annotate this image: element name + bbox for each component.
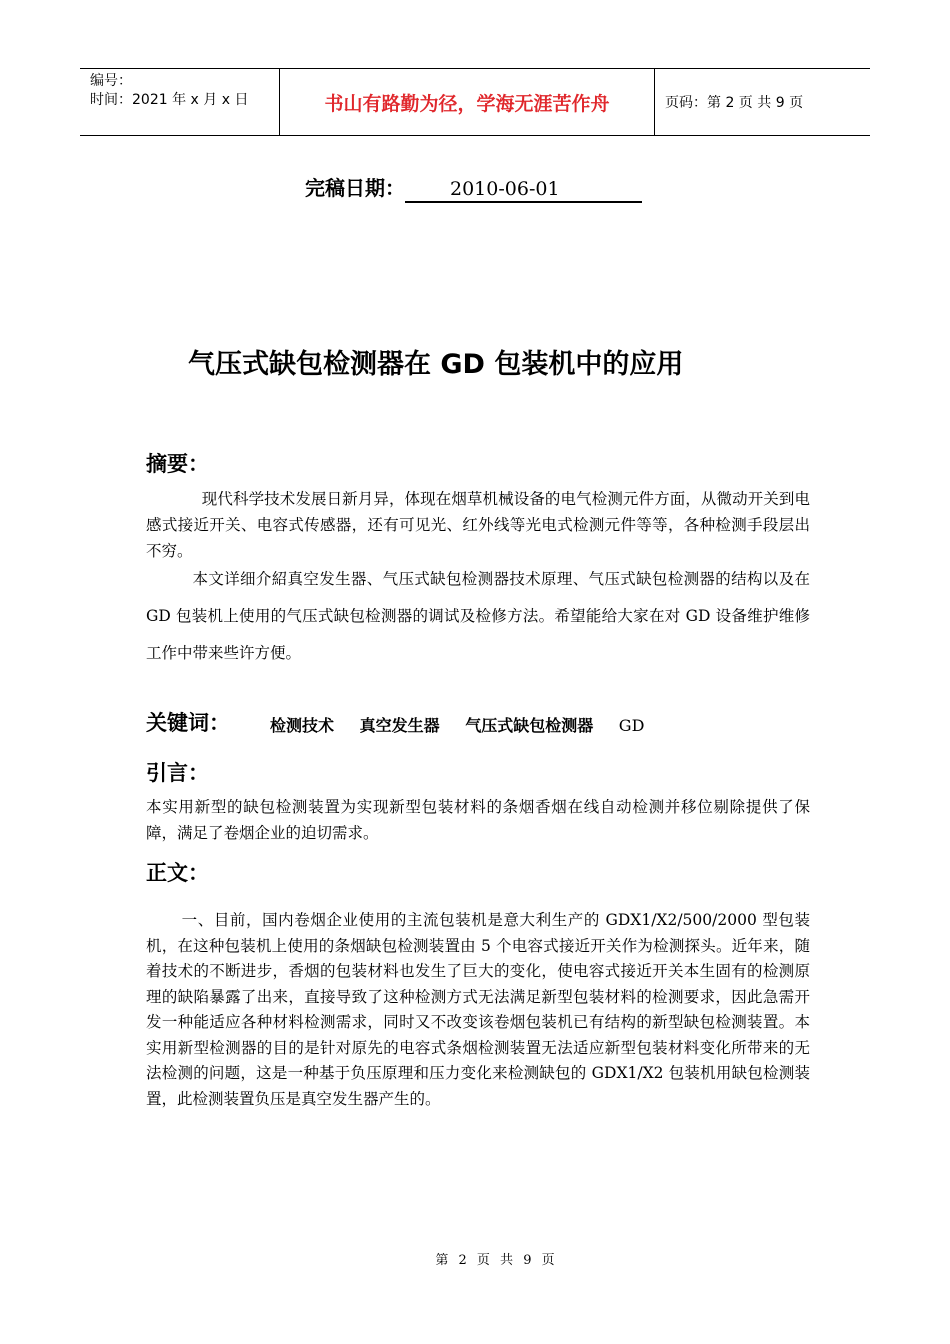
abstract-paragraph-2: 本文详细介紹真空发生器、气压式缺包检测器技术原理、气压式缺包检测器的结构以及在 GD 包装机上使用的气压式缺包检测器的调试及检修方法。希望能给大家在对 GD 设备维护维修工作中带来些许方便。 bbox=[146, 570, 810, 662]
keyword-item: GD bbox=[618, 716, 645, 735]
header-page-info: 页码：第 2 页 共 9 页 bbox=[665, 95, 804, 111]
document-title: 气压式缺包检测器在 GD 包装机中的应用 bbox=[188, 349, 684, 380]
time-label: 时间：2021 年 x 月 x 日 bbox=[90, 92, 249, 108]
abstract-heading: 摘要： bbox=[146, 452, 209, 476]
completion-date bbox=[305, 172, 642, 203]
intro-paragraph: 本实用新型的缺包检测装置为实现新型包装材料的条烟香烟在线自动检测并移位剔除提供了保障，满足了卷烟企业的迫切需求。 bbox=[146, 798, 810, 842]
keyword-item: 气压式缺包检测器 bbox=[465, 716, 594, 735]
body-paragraph-1: 一、目前，国内卷烟企业使用的主流包装机是意大利生产的 GDX1/X2/500/2000 型包装机，在这种包装机上使用的条烟缺包检测装置由 5 个电容式接近开关作为检测探头。近年来，随着技术的不断进步，香烟的包装材料也发生了巨大的变化，使电容式接近开关本生固有的检测原理的缺陷暴露了出来，直接导致了这种检测方式无法满足新型包装材料的检测要求，因此急需开发一种能适应各种材料检测需求，同时又不改变该卷烟包装机已有结构的新型缺包检测装置。本实用新型检测器的目的是针对原先的电容式条烟检测装置无法适应新型包装材料变化所带来的无法检测的问题，这是一种基于负压原理和压力变化来检测缺包的 GDX1/X2 包装机用缺包检测装置，此检测装置负压是真空发生器产生的。 bbox=[146, 911, 810, 1108]
completion-date-label: 完稿日期： bbox=[305, 176, 405, 200]
keyword-item: 真空发生器 bbox=[359, 716, 440, 735]
page-footer: 第 2 页 共 9 页 bbox=[435, 1253, 555, 1268]
header-table bbox=[80, 68, 870, 136]
header-motto: 书山有路勤为径，学海无涯苦作舟 bbox=[280, 69, 655, 135]
number-label: 编号： bbox=[90, 73, 132, 89]
body-heading: 正文： bbox=[146, 861, 209, 885]
intro-heading: 引言： bbox=[146, 761, 209, 785]
completion-date-value: 2010-06-01 bbox=[405, 177, 642, 203]
keywords-heading: 关键词： bbox=[146, 711, 230, 735]
header-meta bbox=[80, 69, 280, 135]
keyword-item: 检测技术 bbox=[270, 716, 335, 735]
abstract-paragraph-1: 现代科学技术发展日新月异，体现在烟草机械设备的电气检测元件方面，从微动开关到电感式接近开关、电容式传感器，还有可见光、红外线等光电式检测元件等等，各种检测手段层出不穷。 bbox=[146, 490, 810, 560]
keywords-list bbox=[270, 713, 664, 736]
